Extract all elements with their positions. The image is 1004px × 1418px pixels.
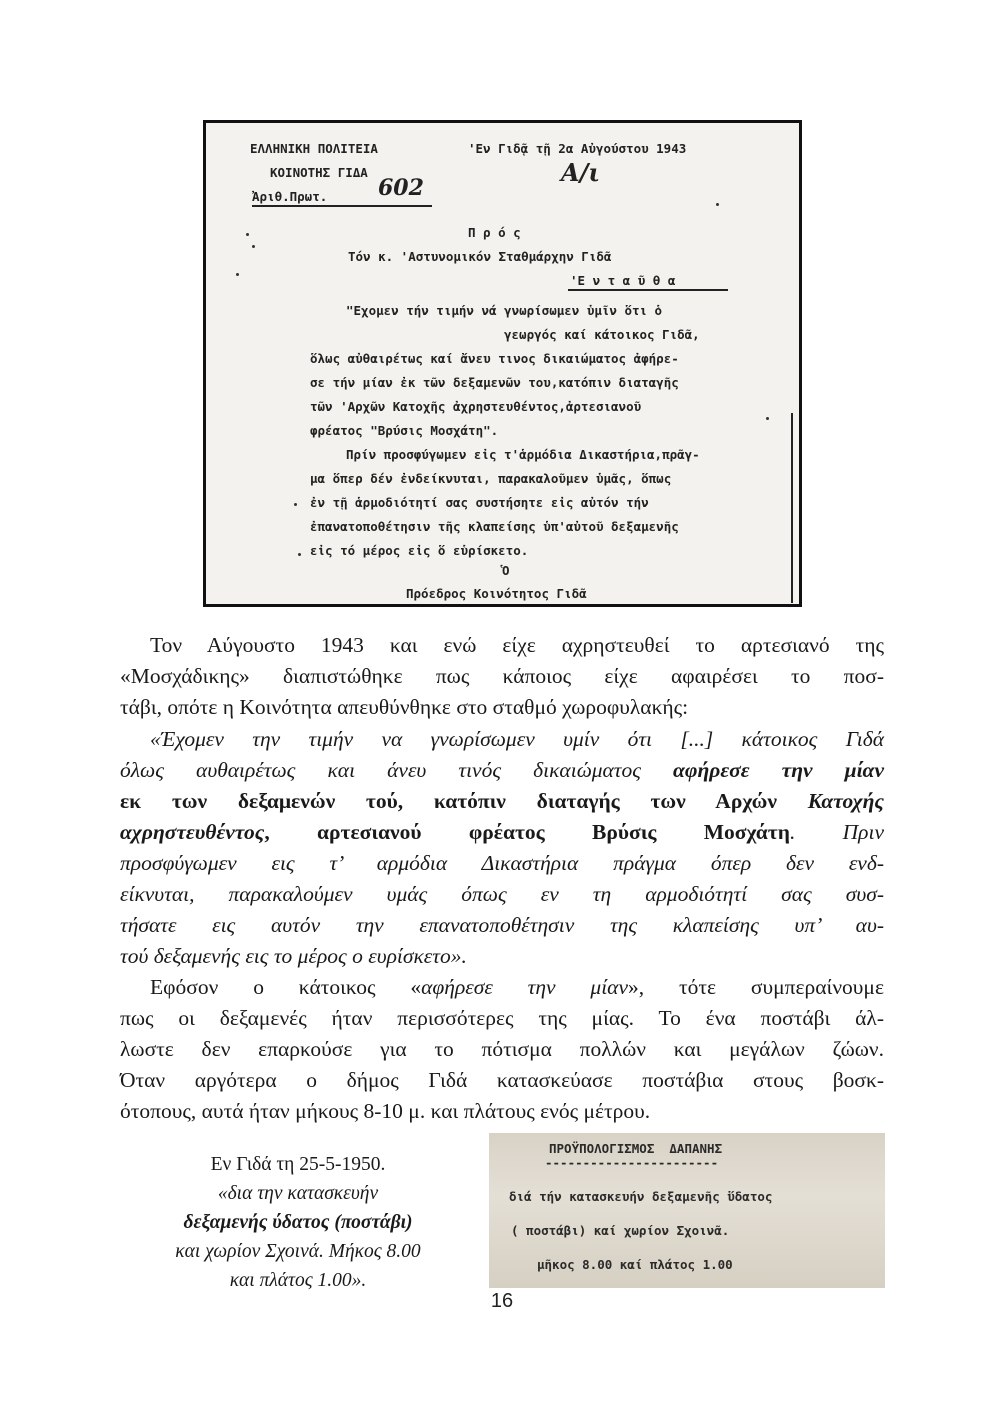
letter-body-line: γεωργός καί κάτοικος Γιδᾶ,: [504, 327, 700, 342]
caption-line: και πλάτος 1.00».: [229, 1270, 367, 1291]
text-segment: Εφόσον ο κάτοικος «: [150, 975, 422, 999]
quote-bold-italic-text: αχρηστευθέντος: [120, 820, 265, 844]
scan-edge-line: [791, 413, 793, 603]
text-line: Τον Αύγουστο 1943 και ενώ είχε αχρηστευθεί το αρτεσιανό της: [150, 633, 884, 657]
quote-bold-text: εκ των δεξαμενών τού, κατόπιν διαταγής των Αρχών: [120, 789, 808, 813]
scan-speck: [246, 233, 249, 236]
letter-body-line: μα ὅπερ δέν ἐνδείκνυται, παρακαλοῦμεν ὑμᾶς, ὅπως: [310, 471, 672, 486]
letter-addressee: Τόν κ. 'Αστυνομικόν Σταθμάρχην Γιδᾶ: [348, 249, 612, 264]
scan-speck: [236, 273, 239, 276]
text-line: τάβι, οπότε η Κοινότητα απευθύνθηκε στο σταθμό χωροφυλακής:: [120, 695, 689, 719]
text-line: ότοπους, αυτά ήταν μήκους 8-10 μ. και πλάτους ενός μέτρου.: [120, 1099, 651, 1123]
quote-text: όλως αυθαιρέτως και άνευ τινός δικαιώματος: [120, 758, 674, 782]
letter-body-line: σε τήν μίαν ἐκ τῶν δεξαμενῶν του,κατόπιν διαταγῆς: [310, 375, 679, 390]
letter-signature: Πρόεδρος Κοινότητος Γιδᾶ: [406, 586, 587, 601]
scan-speck: [766, 417, 769, 420]
text-line: [120, 817, 884, 848]
letter-protocol-number: 602: [378, 175, 424, 201]
text-line: [120, 755, 884, 786]
letter-body-line: "Εχομεν τήν τιμήν νά γνωρίσωμεν ὑμῖν ὅτι ὁ: [346, 303, 663, 318]
page-number: 16: [490, 1290, 514, 1312]
scan-speck: [716, 203, 719, 206]
letter-protocol-label: Ἀριθ.Πρωτ.: [252, 189, 328, 204]
caption-line: Εν Γιδά τη 25-5-1950.: [210, 1154, 386, 1175]
quote-bold-text: αφήρεσε την μίαν: [673, 758, 884, 782]
text-segment-italic: αφήρεσε την μίαν: [421, 975, 629, 999]
image-caption: [120, 1150, 476, 1295]
text-line: προσφύγωμεν εις τ’ αρμόδια Δικαστήρια πράγμα όπερ δεν ενδ-: [120, 851, 884, 875]
letter-body-line: ὅλως αὐθαιρέτως καί ἄνευ τινος δικαιώματος ἀφήρε-: [310, 351, 679, 366]
letter-body-line: ἐν τῇ ἁρμοδιότητί σας συστήσητε εἰς αὐτόν τήν: [310, 495, 649, 510]
protocol-underline: [252, 205, 432, 207]
letter-body-line: φρέατος "Βρύσις Μοσχάτη".: [310, 423, 499, 438]
text-line: τήσατε εις αυτόν την επανατοποθέτησιν της κλαπείσης υπ’ αυ-: [120, 913, 884, 937]
text-line: [120, 972, 884, 1003]
handwritten-initials: Α/ι: [561, 158, 600, 187]
letter-o-mark: Ὁ: [502, 563, 510, 578]
paragraph-quote: [120, 724, 884, 972]
budget-rule: -----------------------: [545, 1155, 719, 1170]
budget-scan: [489, 1133, 885, 1288]
location-underline: [568, 289, 728, 291]
paragraph-intro: [120, 630, 884, 723]
text-line: τού δεξαμενής εις το μέρος ο ευρίσκετο».: [120, 944, 467, 968]
scan-speck: [294, 503, 297, 506]
text-line: είκνυται, παρακαλούμεν υμάς όπως εν τη αρμοδιότητί σας συσ-: [120, 882, 884, 906]
letter-body-line: ἐπανατοποθέτησιν τῆς κλαπείσης ὑπ'αὐτοῦ δεξαμενῆς: [310, 519, 679, 534]
letter-scan: [203, 120, 802, 607]
budget-line: ( ποστάβι) καί χωρίον Σχοινᾶ.: [511, 1223, 730, 1238]
text-line: λωστε δεν επαρκούσε για το πότισμα πολλών και μεγάλων ζώων.: [120, 1037, 884, 1061]
budget-line: διά τήν κατασκευήν δεξαμενῆς ὕδατος: [509, 1189, 773, 1204]
quote-bold-text: , αρτεσιανού φρέατος Βρύσις Μοσχάτη: [264, 820, 790, 844]
letter-location: 'Ε ν τ α ῦ θ α: [570, 273, 676, 288]
letter-header-left-1: ΕΛΛΗΝΙΚΗ ΠΟΛΙΤΕΙΑ: [250, 141, 378, 156]
quote-text: . Πριν: [789, 820, 884, 844]
caption-line: «δια την κατασκευήν: [217, 1183, 379, 1204]
letter-body-line: τῶν 'Αρχῶν Κατοχῆς ἀχρηστευθέντος,ἀρτεσιανοῦ: [310, 399, 642, 414]
text-segment: », τότε συμπεραίνουμε: [628, 975, 884, 999]
letter-to-label: Π ρ ό ς: [468, 225, 521, 240]
letter-header-left-2: ΚΟΙΝΟΤΗΣ ΓΙΔΑ: [270, 165, 368, 180]
text-line: πως οι δεξαμενές ήταν περισσότερες της μίας. Το ένα ποστάβι άλ-: [120, 1006, 884, 1030]
letter-header-right: 'Εν Γιδᾷ τῇ 2α Αὐγούστου 1943: [468, 141, 687, 156]
scan-speck: [252, 245, 255, 248]
caption-line: δεξαμενής ύδατος (ποστάβι): [183, 1212, 413, 1233]
quote-bold-italic-text: Κατοχής: [807, 789, 884, 813]
budget-title: ΠΡΟΫΠΟΛΟΓΙΣΜΟΣ ΔΑΠΑΝΗΣ: [549, 1141, 723, 1156]
scan-speck: [298, 553, 301, 556]
text-line: Όταν αργότερα ο δήμος Γιδά κατασκεύασε ποστάβια στους βοσκ-: [120, 1068, 884, 1092]
text-line: «Έχομεν την τιμήν να γνωρίσωμεν υμίν ότι [...] κάτοικος Γιδά: [150, 727, 884, 751]
budget-line: μῆκος 8.00 καί πλάτος 1.00: [537, 1257, 733, 1272]
text-line: [120, 786, 884, 817]
letter-body-line: Πρίν προσφύγωμεν εἰς τ'ἁρμόδια Δικαστήρια,πρᾶγ-: [346, 447, 700, 462]
paragraph-conclusion: [120, 972, 884, 1127]
text-line: «Μοσχάδικης» διαπιστώθηκε πως κάποιος είχε αφαιρέσει το ποσ-: [120, 664, 884, 688]
caption-line: και χωρίον Σχοινά. Μήκος 8.00: [175, 1241, 421, 1262]
letter-body-line: εἰς τό μέρος εἰς ὅ εὑρίσκετο.: [310, 543, 529, 558]
